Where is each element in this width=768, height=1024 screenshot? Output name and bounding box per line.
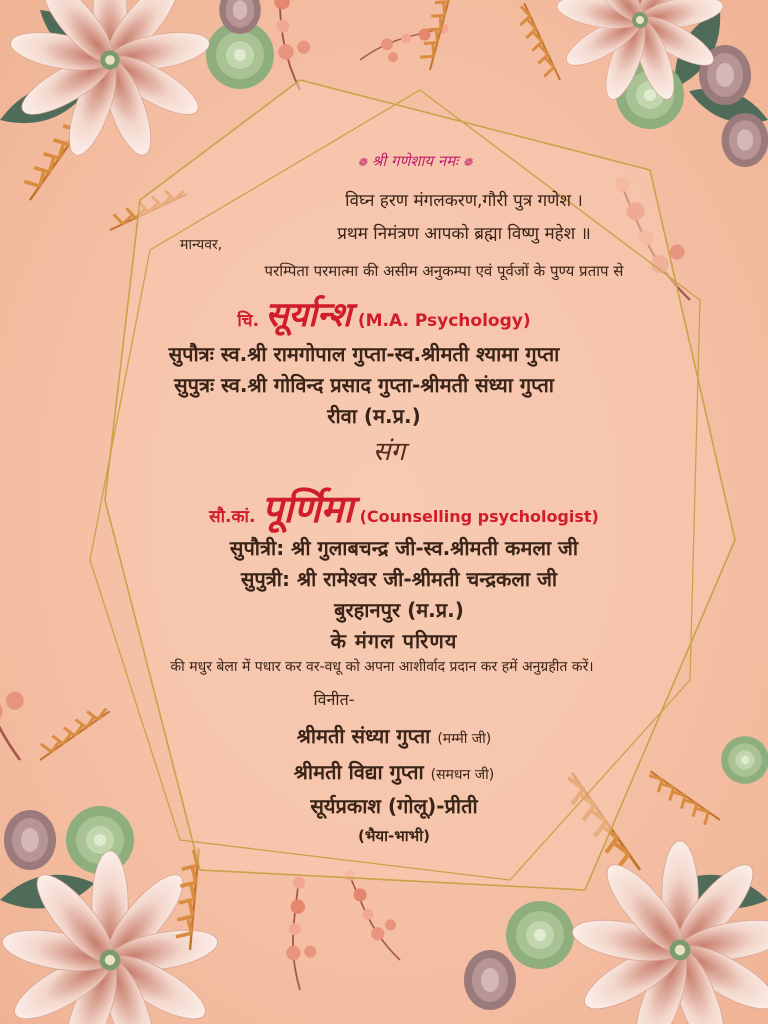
request-line: की मधुर बेला में पधार कर वर-वधू को अपना आशीर्वाद प्रदान कर हमें अनुग्रहीत करें। xyxy=(170,659,594,675)
invocation-text: श्री गणेशाय नमः xyxy=(371,152,459,170)
inviter-3-relation: (भैया-भाभी) xyxy=(358,827,430,845)
vinit-label: विनीत- xyxy=(313,690,355,709)
bride-name: पूर्णिमा xyxy=(261,487,354,531)
groom-son-line: सुपुत्रः स्व.श्री गोविन्द प्रसाद गुप्ता-श्रीमती संध्या गुप्ता xyxy=(174,373,554,397)
inviter-1 xyxy=(10,722,768,749)
ceremony-line: के मंगल परिणय xyxy=(330,629,458,653)
bride-place: बुरहानपुर (म.प्र.) xyxy=(334,598,464,622)
groom-place: रीवा (म.प्र.) xyxy=(327,404,421,428)
groom-name: सूर्यान्श xyxy=(265,295,352,335)
couplet-line-1: विघ्न हरण मंगलकरण,गौरी पुत्र गणेश । xyxy=(345,191,583,211)
inviter-2-relation: (समधन जी) xyxy=(430,767,495,783)
shri-ganeshay-namah-badge xyxy=(339,146,491,176)
inviter-1-relation: (मम्मी जी) xyxy=(437,731,492,747)
bride-qualification: (Counselling psychologist) xyxy=(359,507,599,526)
inviter-2-name: श्रीमती विद्या गुप्ता xyxy=(293,760,424,784)
groom-grandson-line: सुपौत्रः स्व.श्री रामगोपाल गुप्ता-स्व.श्रीमती श्यामा गुप्ता xyxy=(168,342,560,366)
bride-granddaughter-line: सुपौत्री: श्री गुलाबचन्द्र जी-स्व.श्रीमती कमला जी xyxy=(229,536,579,560)
couplet-line-2: प्रथम निमंत्रण आपको ब्रह्मा विष्णु महेश ॥ xyxy=(337,224,591,244)
inviter-3-name: सूर्यप्रकाश (गोलू)-प्रीती xyxy=(310,794,478,818)
bride-name-line xyxy=(20,482,768,534)
lotus-ornament-left-icon: ❁ xyxy=(357,156,367,169)
bride-prefix: सौ.कां. xyxy=(209,507,256,527)
salutation: मान्यवर, xyxy=(180,237,223,253)
groom-prefix: चि. xyxy=(237,311,260,331)
blessing-line: परम्पिता परमात्मा की असीम अनुकम्पा एवं पूर्वजों के पुण्य प्रताप से xyxy=(264,262,624,280)
with-word: संग xyxy=(372,437,406,467)
bride-daughter-line: सुपुत्री: श्री रामेश्वर जी-श्रीमती चन्द्रकला जी xyxy=(240,567,558,591)
inviter-2 xyxy=(10,758,768,785)
groom-qualification: (M.A. Psychology) xyxy=(357,311,531,331)
lotus-ornament-right-icon: ❁ xyxy=(463,156,473,169)
groom-name-line xyxy=(0,290,768,336)
inviter-1-name: श्रीमती संध्या गुप्ता xyxy=(296,724,431,748)
